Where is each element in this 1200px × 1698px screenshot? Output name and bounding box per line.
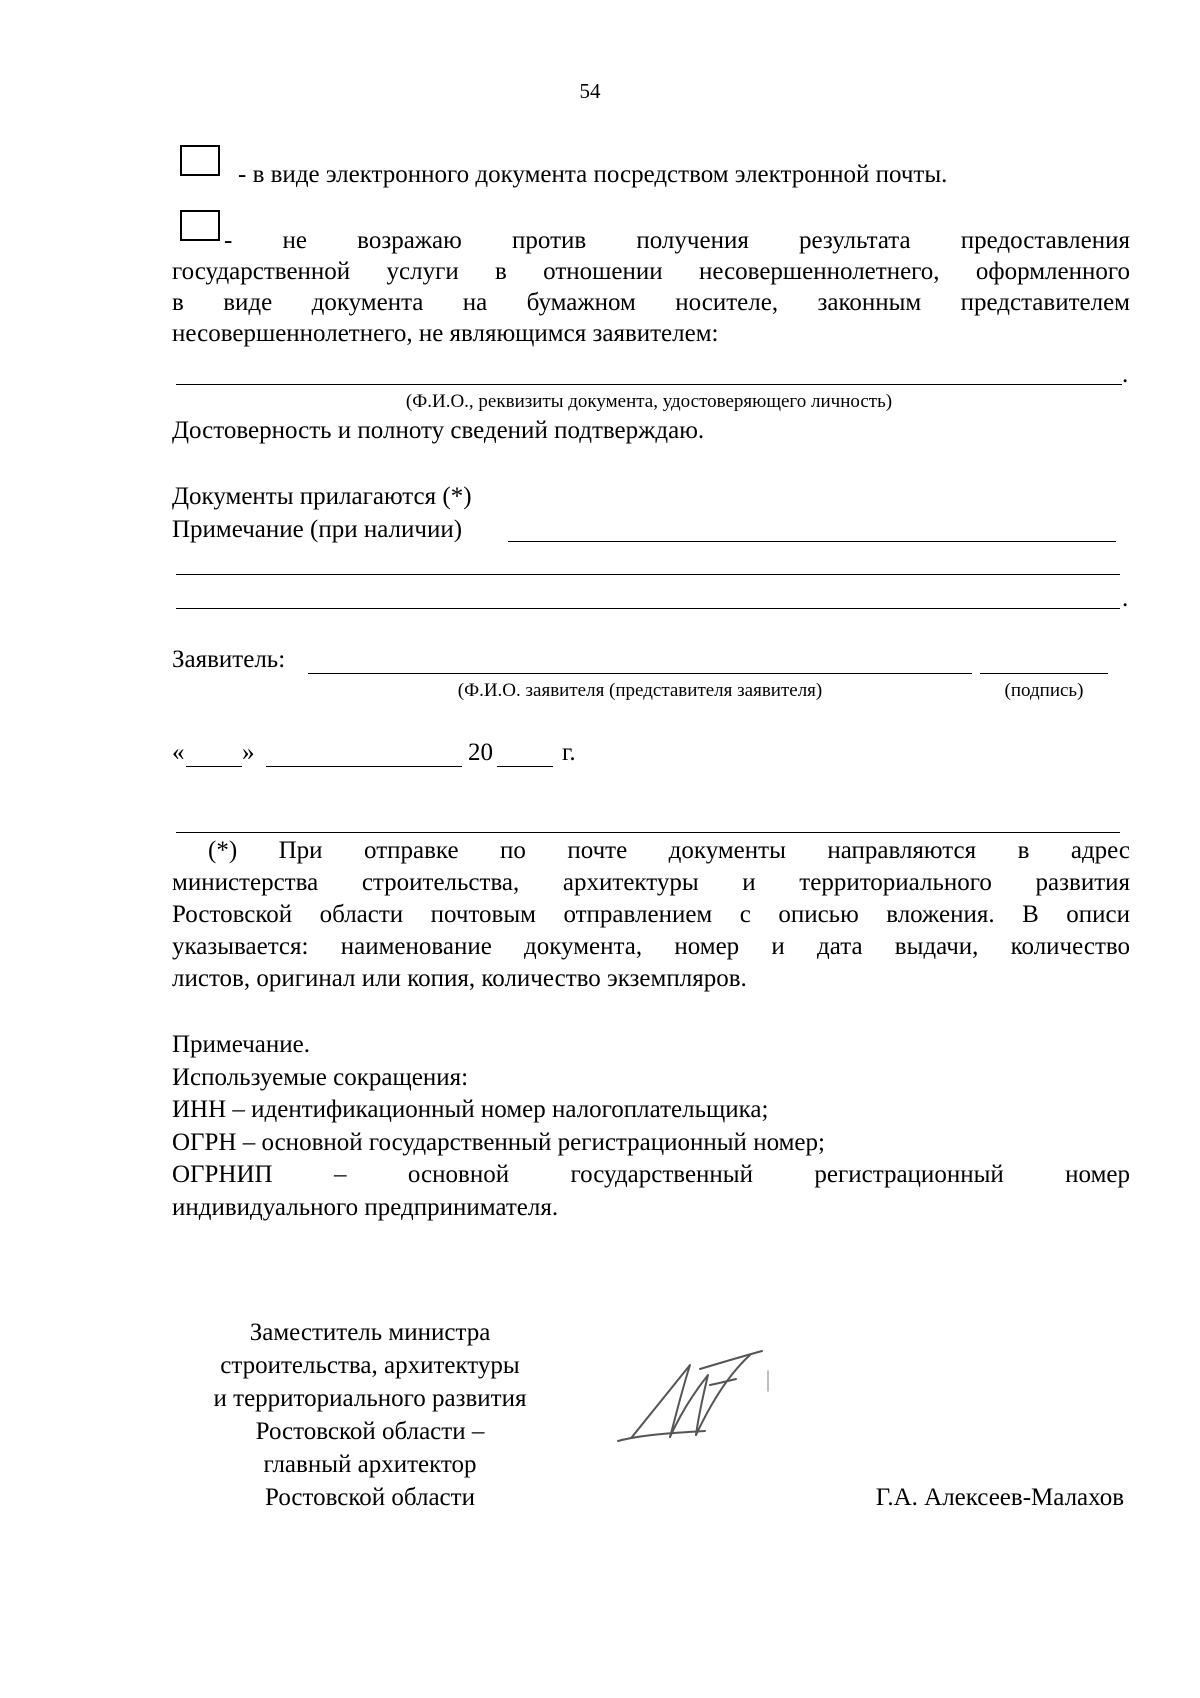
- note-field-line-2[interactable]: [176, 574, 1120, 575]
- footnote-line-2: министерства строительства, архитектуры и территориального развития: [172, 869, 1130, 896]
- footnote-separator: [176, 832, 1120, 833]
- signature-caption: (подпись): [1004, 680, 1084, 701]
- date-day-field[interactable]: [186, 766, 242, 767]
- footnote-line-1: (*) При отправке по почте документы направляются в адрес: [208, 837, 1130, 864]
- abbrev-ogrn: ОГРН – основной государственный регистрационный номер;: [172, 1129, 825, 1156]
- signer-title-line-5: главный архитектор: [263, 1451, 477, 1478]
- applicant-caption: (Ф.И.О. заявителя (представителя заявителя): [457, 680, 823, 701]
- applicant-signature-field[interactable]: [980, 673, 1108, 674]
- abbrev-intro: Используемые сокращения:: [172, 1064, 469, 1091]
- applicant-name-field[interactable]: [308, 673, 972, 674]
- option-representative-line-1: - не возражаю против получения результата предоставления: [224, 227, 1130, 254]
- note-field-line-3[interactable]: [176, 608, 1120, 609]
- applicant-label: Заявитель:: [172, 646, 286, 673]
- option-representative-line-2: государственной услуги в отношении несовершеннолетнего, оформленного: [172, 258, 1130, 285]
- abbrev-title: Примечание.: [172, 1031, 311, 1058]
- date-year-field[interactable]: [497, 766, 553, 767]
- signer-title-line-4: Ростовской области –: [255, 1418, 485, 1445]
- note-label: Примечание (при наличии): [172, 516, 463, 543]
- option-representative-line-4: несовершеннолетнего, не являющимся заявителем:: [172, 320, 719, 347]
- date-year-prefix: 20: [468, 739, 493, 766]
- note-field-line-1[interactable]: [508, 541, 1116, 542]
- signer-title-line-3: и территориального развития: [213, 1385, 527, 1412]
- footnote-line-3: Ростовской области почтовым отправлением с описью вложения. В описи: [172, 901, 1130, 928]
- confirm-text: Достоверность и полноту сведений подтверждаю.: [172, 417, 705, 444]
- footnote-line-4: указывается: наименование документа, номер и дата выдачи, количество: [172, 933, 1130, 960]
- date-close-quote: »: [242, 739, 255, 766]
- option-email-label: - в виде электронного документа посредством электронной почты.: [238, 161, 948, 188]
- signer-title-line-6: Ростовской области: [265, 1484, 475, 1511]
- signer-title-line-2: строительства, архитектуры: [220, 1352, 520, 1379]
- signer-name: Г.А. Алексеев-Малахов: [875, 1484, 1124, 1511]
- footnote-line-5: листов, оригинал или копия, количество экземпляров.: [172, 965, 747, 992]
- documents-attached-label: Документы прилагаются (*): [172, 483, 472, 510]
- abbrev-ogrnip-line-2: индивидуального предпринимателя.: [172, 1194, 559, 1221]
- handwritten-signature: [610, 1345, 780, 1455]
- signer-title-line-1: Заместитель министра: [249, 1319, 491, 1346]
- representative-caption: (Ф.И.О., реквизиты документа, удостоверяющего личность): [405, 391, 893, 412]
- representative-field[interactable]: [176, 384, 1122, 385]
- page-number: 54: [579, 79, 601, 103]
- date-open-quote: «: [172, 739, 185, 766]
- date-month-field[interactable]: [266, 766, 462, 767]
- option-representative-line-3: в виде документа на бумажном носителе, законным представителем: [172, 289, 1130, 316]
- abbrev-ogrnip-line-1: ОГРНИП – основной государственный регистрационный номер: [172, 1161, 1130, 1188]
- period-mark: .: [1122, 585, 1129, 612]
- option-representative-checkbox[interactable]: [180, 210, 220, 241]
- option-email-checkbox[interactable]: [180, 145, 220, 176]
- period-mark: .: [1122, 361, 1129, 388]
- date-suffix: г.: [562, 739, 576, 766]
- abbrev-inn: ИНН – идентификационный номер налогоплательщика;: [172, 1096, 769, 1123]
